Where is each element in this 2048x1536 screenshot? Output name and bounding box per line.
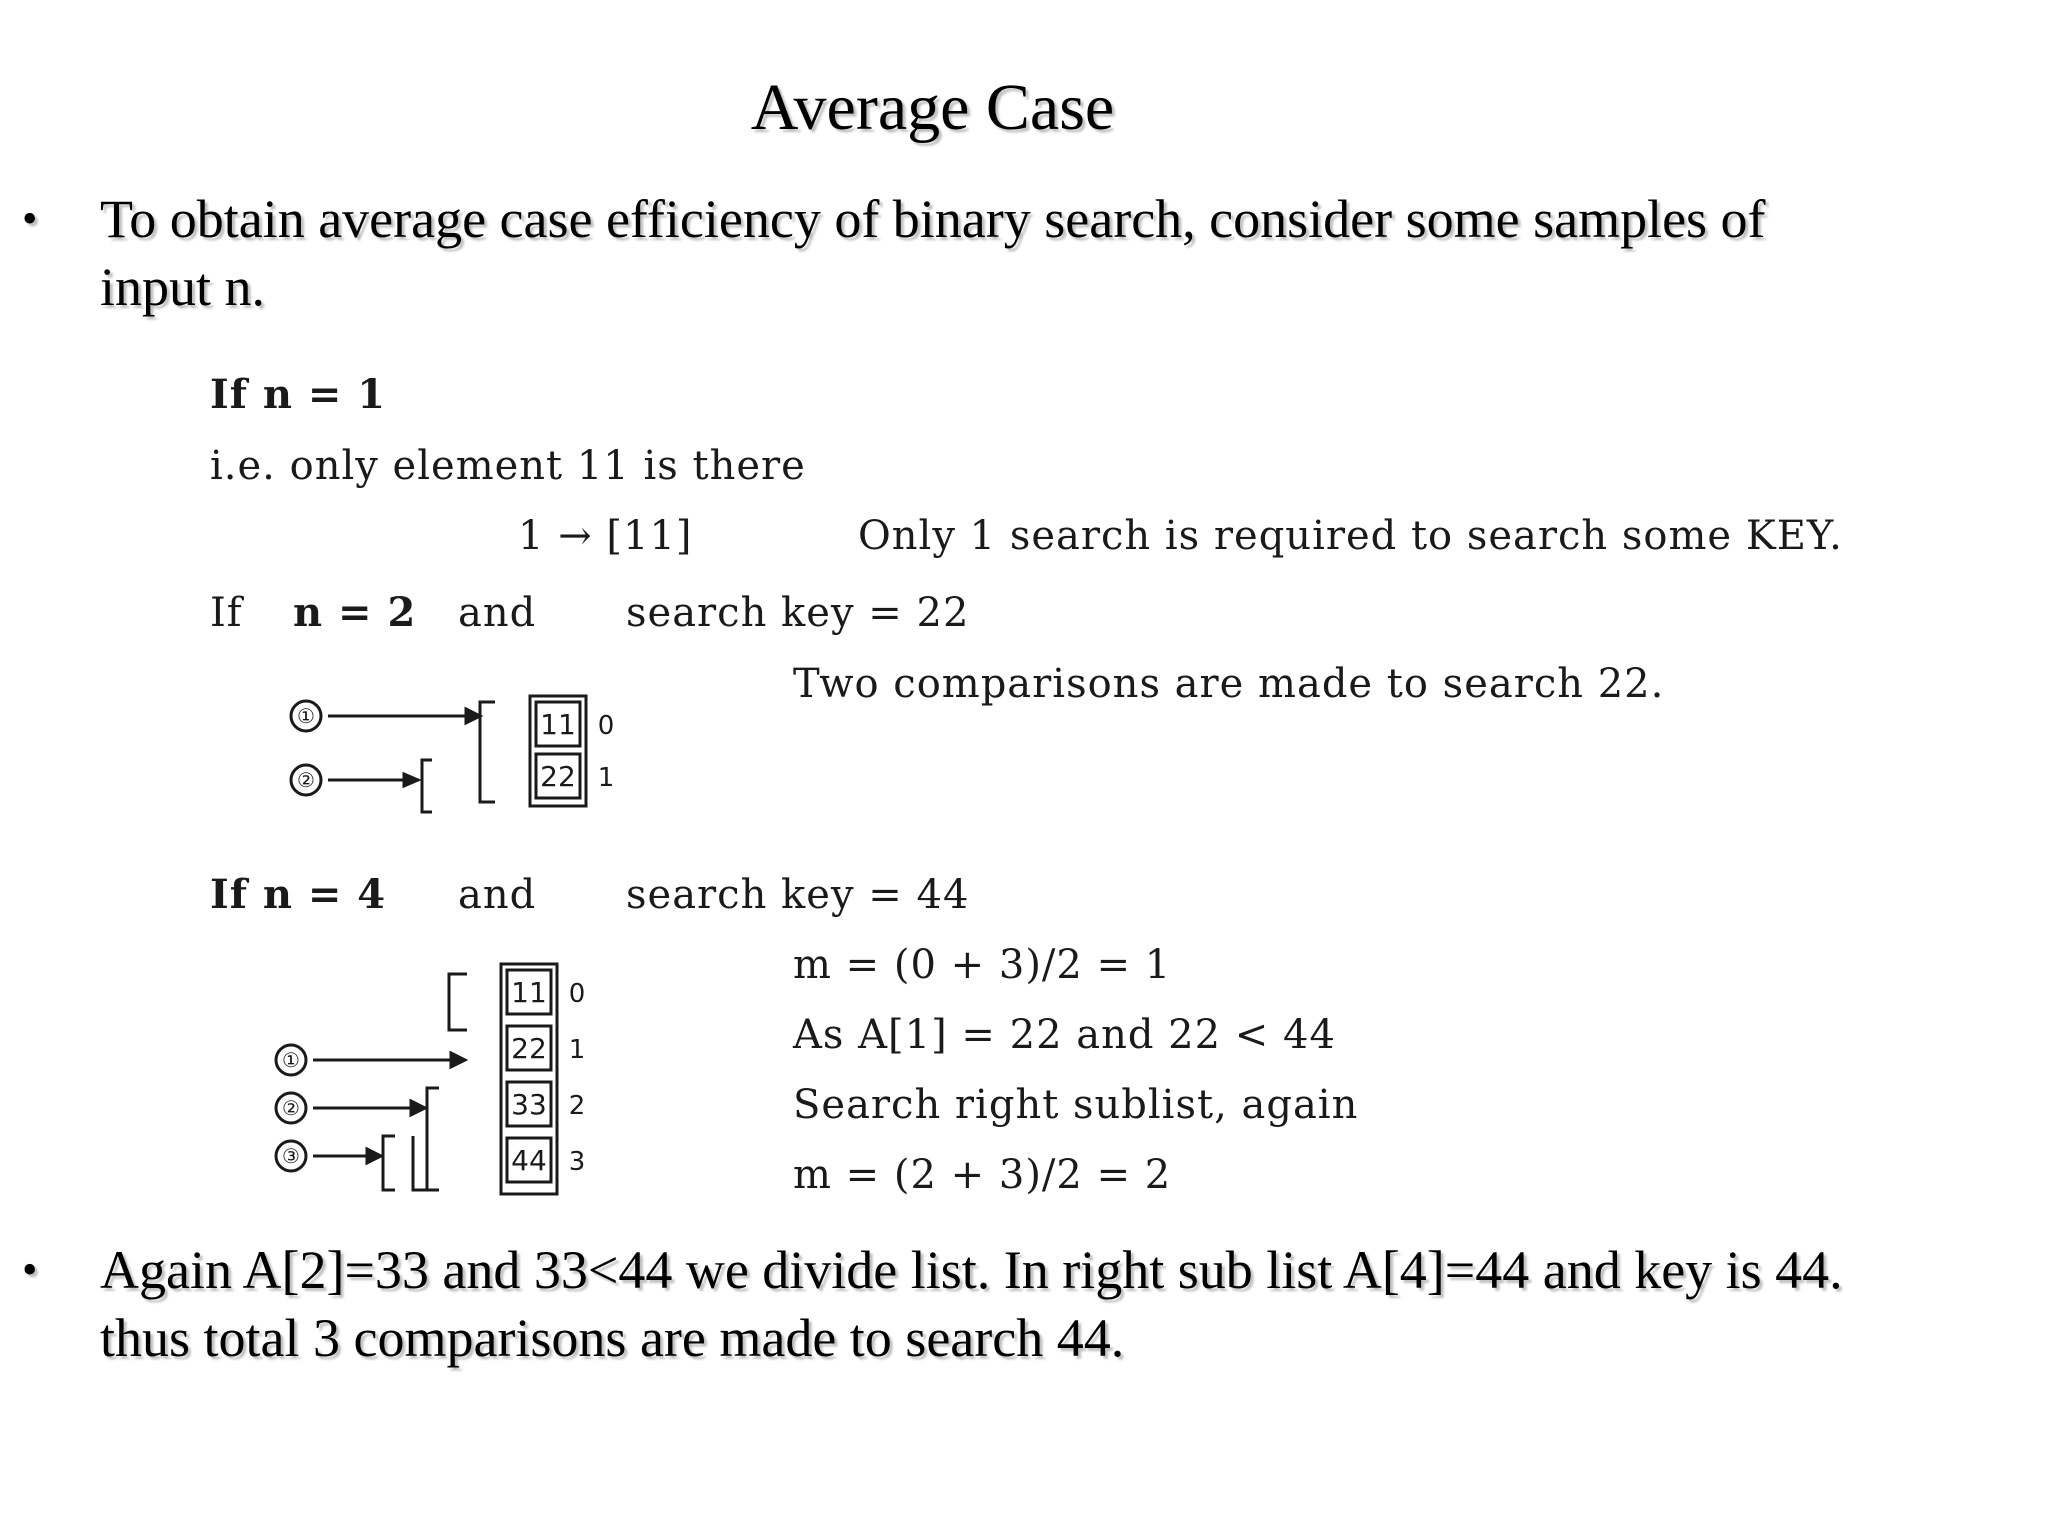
slide-title: Average Case — [750, 71, 1115, 144]
case3-step-2: As A[1] = 22 and 22 < 44 — [793, 1012, 1336, 1058]
case3-cell-0-value: 11 — [511, 976, 547, 1009]
case2-cell-0-value: 11 — [540, 708, 576, 741]
bullet-marker-2: • — [22, 1245, 38, 1294]
case3-marker-2-label: ② — [282, 1096, 300, 1120]
case3-cell-2-value: 33 — [511, 1088, 547, 1121]
case2-diagram-svg — [270, 680, 650, 840]
case3-arrow-2-head — [411, 1101, 425, 1115]
bullet-intro-line-1: To obtain average case efficiency of binary search, consider some samples of — [100, 189, 1766, 249]
case3-arrow-3-head — [367, 1149, 381, 1163]
bullet-marker: • — [22, 194, 38, 243]
case2-heading-if: If — [210, 590, 243, 636]
case3-step-1: m = (0 + 3)/2 = 1 — [793, 942, 1172, 988]
case3-index-0: 0 — [568, 979, 586, 1009]
case1-note: Only 1 search is required to search some KEY. — [858, 513, 1843, 559]
case2-cell-1-value: 22 — [540, 760, 576, 793]
case3-heading-if: If n = 4 — [210, 871, 387, 918]
case3-bracket-inner-2 — [413, 1136, 427, 1190]
case1-heading: If n = 1 — [210, 371, 387, 418]
case3-step-3: Search right sublist, again — [793, 1082, 1359, 1128]
case3-bracket-top — [449, 974, 467, 1030]
case3-arrow-1-head — [451, 1053, 465, 1067]
bullet-intro — [22, 185, 2008, 321]
case3-bracket-inner — [383, 1136, 395, 1190]
case2-arrow-2-head — [404, 774, 418, 786]
case3-marker-1-label: ① — [282, 1048, 300, 1072]
case2-arrow-1-head — [466, 709, 480, 723]
case2-heading-key: search key = 22 — [626, 590, 970, 636]
case2-index-0: 0 — [597, 711, 615, 741]
case2-bracket-inner — [422, 760, 432, 812]
case2-note: Two comparisons are made to search 22. — [793, 661, 1665, 707]
case3-diagram-svg — [255, 960, 635, 1200]
case2-heading-and: and — [458, 590, 537, 636]
case3-marker-3-label: ③ — [282, 1144, 300, 1168]
case3-index-2: 2 — [568, 1091, 586, 1121]
case1-mapping: 1 → [11] — [518, 513, 693, 559]
case3-index-3: 3 — [568, 1147, 586, 1177]
case2-diagram — [270, 680, 650, 840]
case3-diagram — [255, 960, 635, 1200]
bullet-conclusion-line-1: Again A[2]=33 and 33<44 we divide list. In right sub list A[4]=44 and key is 44. — [100, 1240, 1843, 1300]
case2-heading-n: n = 2 — [293, 589, 417, 636]
bullet-intro-line-2: input n. — [100, 257, 266, 317]
case2-marker-2-label: ② — [297, 768, 315, 792]
case2-marker-1-label: ① — [297, 704, 315, 728]
case3-heading-and: and — [458, 872, 537, 918]
case3-cell-3-value: 44 — [511, 1144, 547, 1177]
case3-index-1: 1 — [568, 1035, 586, 1065]
bullet-conclusion — [22, 1236, 2018, 1372]
bullet-conclusion-line-2: thus total 3 comparisons are made to search 44. — [100, 1308, 1125, 1368]
case2-bracket-outer — [480, 702, 495, 802]
case2-index-1: 1 — [597, 763, 615, 793]
case3-cell-1-value: 22 — [511, 1032, 547, 1065]
case3-step-4: m = (2 + 3)/2 = 2 — [793, 1152, 1172, 1198]
case1-description: i.e. only element 11 is there — [210, 443, 806, 489]
case3-heading-key: search key = 44 — [626, 872, 970, 918]
case3-bracket-middle — [427, 1088, 439, 1190]
